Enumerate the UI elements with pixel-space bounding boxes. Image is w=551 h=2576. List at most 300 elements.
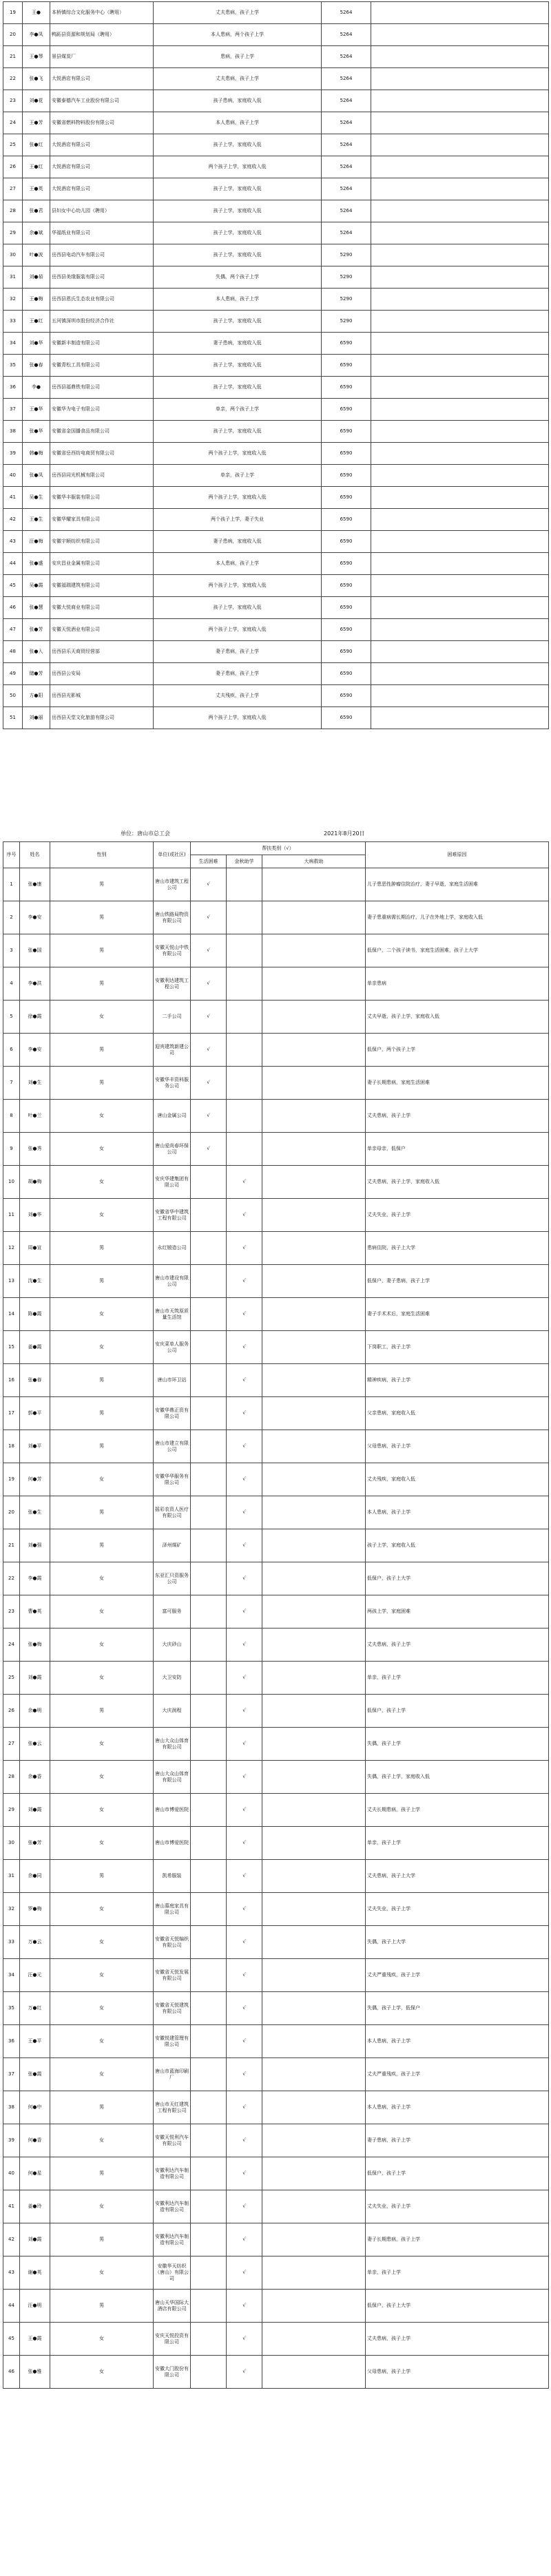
row-number: 28 xyxy=(3,1761,20,1794)
row-situation: 丈夫患病，孩子上学 xyxy=(366,2323,549,2356)
row-situation: 低保户，孩子上学 xyxy=(366,1695,549,1728)
row-situation: 丈夫患病，孩子上学 xyxy=(366,1629,549,1662)
row-gender: 男 xyxy=(50,901,154,934)
row-check-family xyxy=(262,2256,366,2290)
row-unit: 安徽泰德汽车工业股份有限公司 xyxy=(50,90,154,112)
row-name: 王●平 xyxy=(20,2025,50,2058)
row-number: 41 xyxy=(3,487,23,509)
row-check-family xyxy=(262,1496,366,1529)
row-check-family xyxy=(262,1166,366,1199)
row-unit: 安徽利达汽车制造有限公司 xyxy=(154,2190,191,2223)
row-name: 张●慧 xyxy=(23,597,50,619)
row-situation: 妻子长期患病，家庭生活困难 xyxy=(366,1067,549,1100)
row-name: 何●芳 xyxy=(20,1463,50,1496)
row-amount: 6590 xyxy=(322,399,371,421)
row-number: 39 xyxy=(3,443,23,465)
row-check-family xyxy=(262,1067,366,1100)
row-unit: 安徽利达汽车制造有限公司 xyxy=(154,2223,191,2256)
row-gender: 男 xyxy=(50,1034,154,1067)
row-situation: 妻子手术术后，家庭生活困难 xyxy=(366,1298,549,1331)
row-unit: 安徽天悦酒业有限公司 xyxy=(50,619,154,641)
row-unit: 安徽华天纺织（唐山）有限公司 xyxy=(154,2256,191,2290)
row-situation: 丈夫严重残疾，孩子上学 xyxy=(366,1959,549,1992)
row-number: 36 xyxy=(3,2025,20,2058)
table-row xyxy=(3,1595,549,1629)
row-amount: 5264 xyxy=(322,46,371,68)
row-check-special xyxy=(191,1331,227,1364)
table-row xyxy=(3,2058,549,2091)
row-check-family xyxy=(262,2223,366,2256)
table-row xyxy=(3,1034,549,1067)
row-unit: 唐山大众山体育有限公司 xyxy=(154,1728,191,1761)
row-check-special xyxy=(191,2124,227,2157)
row-name: 王●英 xyxy=(23,178,50,200)
row-name: 刘●茹 xyxy=(23,266,50,289)
row-situation: 低保户，孩子上学 xyxy=(366,2157,549,2190)
row-unit: 唐山天华国际大酒店有限公司 xyxy=(154,2290,191,2323)
row-number: 29 xyxy=(3,222,23,244)
row-remark xyxy=(371,399,549,421)
row-number: 44 xyxy=(3,2290,20,2323)
row-gender: 女 xyxy=(50,1728,154,1761)
row-number: 22 xyxy=(3,1562,20,1595)
row-number: 35 xyxy=(3,1992,20,2025)
row-gender: 男 xyxy=(50,1496,154,1529)
row-situation: 失偶，孩子上学 xyxy=(366,1728,549,1761)
row-situation: 丈夫患病，孩子上大学 xyxy=(366,1860,549,1893)
row-number: 27 xyxy=(3,1728,20,1761)
row-check-support: √ xyxy=(227,2157,262,2190)
row-amount: 5264 xyxy=(322,90,371,112)
row-situation: 患病，孩子上学 xyxy=(154,46,322,68)
table-row xyxy=(3,1199,549,1232)
table-header-row xyxy=(3,842,549,855)
row-number: 19 xyxy=(3,1463,20,1496)
row-name: 张●云 xyxy=(20,1728,50,1761)
row-situation: 单亲患病 xyxy=(366,967,549,1001)
row-check-family xyxy=(262,1034,366,1067)
table-row xyxy=(3,597,549,619)
row-name: 余●明 xyxy=(20,1695,50,1728)
table-row xyxy=(3,619,549,641)
row-check-special xyxy=(191,1629,227,1662)
row-check-family xyxy=(262,2190,366,2223)
row-name: 陈●霞 xyxy=(20,1298,50,1331)
row-unit: 景县煤炭厂 xyxy=(50,46,154,68)
row-unit: 安徽省华中建筑工程有限公司 xyxy=(154,1199,191,1232)
row-number: 34 xyxy=(3,333,23,355)
row-name: 徐●霞 xyxy=(20,1001,50,1034)
row-unit: 县妇女中心幼儿园（聘用） xyxy=(50,200,154,222)
row-remark xyxy=(371,575,549,597)
row-check-family xyxy=(262,1860,366,1893)
row-unit: 唐山大众山体育有限公司 xyxy=(154,1761,191,1794)
row-gender: 女 xyxy=(50,1662,154,1695)
row-number: 22 xyxy=(3,68,23,90)
row-check-special xyxy=(191,1430,227,1463)
row-unit: 岳西县恩氏生态农业有限公司 xyxy=(50,289,154,311)
row-gender: 男 xyxy=(50,2157,154,2190)
row-check-special xyxy=(191,2091,227,2124)
row-name: 李●洪 xyxy=(20,967,50,1001)
row-number: 7 xyxy=(3,1067,20,1100)
row-amount: 6590 xyxy=(322,487,371,509)
row-check-family xyxy=(262,1265,366,1298)
row-gender: 男 xyxy=(50,1067,154,1100)
row-name: 刘●霞 xyxy=(20,1662,50,1695)
row-number: 20 xyxy=(3,1496,20,1529)
row-number: 47 xyxy=(3,619,23,641)
row-check-special xyxy=(191,1926,227,1959)
row-check-family xyxy=(262,1529,366,1562)
row-situation: 失偶，孩子上学，低保户 xyxy=(366,1992,549,2025)
row-name: 刘●花 xyxy=(23,90,50,112)
row-situation: 单亲，孩子上学 xyxy=(154,465,322,487)
row-remark xyxy=(371,90,549,112)
row-check-support: √ xyxy=(227,1629,262,1662)
row-remark xyxy=(371,244,549,266)
row-check-special xyxy=(191,1166,227,1199)
row-check-special xyxy=(191,2058,227,2091)
row-amount: 5290 xyxy=(322,311,371,333)
header-name: 姓名 xyxy=(20,842,50,868)
row-unit: 唐山市天红建筑工程有限公司 xyxy=(154,2091,191,2124)
table-row xyxy=(3,901,549,934)
row-name: 张●雅 xyxy=(20,2356,50,2389)
row-number: 11 xyxy=(3,1199,20,1232)
row-check-support xyxy=(227,1034,262,1067)
row-situation: 孩子上学，家庭收入低 xyxy=(154,421,322,443)
row-name: 王●芳 xyxy=(23,112,50,134)
table-row xyxy=(3,1992,549,2025)
row-gender: 女 xyxy=(50,2025,154,2058)
row-number: 2 xyxy=(3,901,20,934)
row-situation: 两个孩子上学，家庭收入低 xyxy=(154,156,322,178)
row-check-family xyxy=(262,1761,366,1794)
row-remark xyxy=(371,465,549,487)
table-row xyxy=(3,1562,549,1595)
row-gender: 女 xyxy=(50,2124,154,2157)
row-name: 余●同 xyxy=(20,1860,50,1893)
row-name: 张●秀 xyxy=(20,1133,50,1166)
table-row xyxy=(3,1827,549,1860)
header-unit: 单位(或社区) xyxy=(154,842,191,868)
row-situation: 失偶，孩子上大学 xyxy=(366,1926,549,1959)
row-situation: 孩子上学，家庭收入低 xyxy=(154,377,322,399)
table-row xyxy=(3,1001,549,1034)
row-check-support: √ xyxy=(227,2256,262,2290)
row-number: 35 xyxy=(3,355,23,377)
table-row xyxy=(3,1067,549,1100)
row-gender: 女 xyxy=(50,1199,154,1232)
row-gender: 女 xyxy=(50,1893,154,1926)
row-name: 汪●梅 xyxy=(23,531,50,553)
table-row xyxy=(3,2025,549,2058)
row-situation: 孩子上学，家庭收入低 xyxy=(154,134,322,156)
row-number: 10 xyxy=(3,1166,20,1199)
row-check-special xyxy=(191,1959,227,1992)
row-check-support: √ xyxy=(227,1331,262,1364)
row-unit: 唐山市建立有限公司 xyxy=(154,1430,191,1463)
row-situation: 低保户，孩子上大学 xyxy=(366,1562,549,1595)
row-check-support xyxy=(227,901,262,934)
row-number: 26 xyxy=(3,1695,20,1728)
row-check-support: √ xyxy=(227,2025,262,2058)
row-gender: 女 xyxy=(50,1562,154,1595)
row-check-support: √ xyxy=(227,1992,262,2025)
row-check-family xyxy=(262,1232,366,1265)
row-name: 刘●强 xyxy=(20,1529,50,1562)
row-check-support: √ xyxy=(227,1595,262,1629)
row-name: 何●星 xyxy=(20,2157,50,2190)
row-situation: 妻子患病，家庭收入低 xyxy=(154,531,322,553)
row-name: 刘●丽 xyxy=(23,707,50,729)
row-number: 46 xyxy=(3,597,23,619)
row-situation: 妻子患病，家庭收入低 xyxy=(154,333,322,355)
table-row xyxy=(3,1860,549,1893)
row-gender: 女 xyxy=(50,2256,154,2290)
row-check-special xyxy=(191,2157,227,2190)
row-situation: 低保户，二个孩子读书，家庭生活困难，孩子上大学 xyxy=(366,934,549,967)
table-row xyxy=(3,1100,549,1133)
row-unit: 岳西县公安局 xyxy=(50,663,154,685)
row-check-support xyxy=(227,1133,262,1166)
table-row xyxy=(3,967,549,1001)
table-row xyxy=(3,531,549,553)
table-row xyxy=(3,1893,549,1926)
row-check-support: √ xyxy=(227,1430,262,1463)
row-unit: 安徽大悦商业有限公司 xyxy=(50,597,154,619)
row-check-support xyxy=(227,967,262,1001)
row-number: 39 xyxy=(3,2124,20,2157)
row-amount: 6590 xyxy=(322,509,371,531)
row-name: 郭●平 xyxy=(20,1397,50,1430)
row-check-support: √ xyxy=(227,1463,262,1496)
row-amount: 6590 xyxy=(322,707,371,729)
row-check-family xyxy=(262,1100,366,1133)
row-situation: 孩子上学，家庭收入低 xyxy=(154,244,322,266)
table-row xyxy=(3,421,549,443)
table-row xyxy=(3,641,549,663)
row-check-special xyxy=(191,1595,227,1629)
row-remark xyxy=(371,443,549,465)
table-row xyxy=(3,68,549,90)
row-remark xyxy=(371,553,549,575)
row-check-special xyxy=(191,1893,227,1926)
row-number: 38 xyxy=(3,2091,20,2124)
table-row xyxy=(3,2124,549,2157)
row-check-family xyxy=(262,1331,366,1364)
row-unit: 唐山爱尚春环保公司 xyxy=(154,1133,191,1166)
row-number: 24 xyxy=(3,1629,20,1662)
row-situation: 精神疾病，孩子上学 xyxy=(366,1364,549,1397)
row-number: 1 xyxy=(3,868,20,901)
row-number: 34 xyxy=(3,1959,20,1992)
table-row xyxy=(3,90,549,112)
table-row xyxy=(3,399,549,421)
table-row xyxy=(3,1331,549,1364)
row-name: 张●生 xyxy=(20,1496,50,1529)
row-check-family xyxy=(262,1959,366,1992)
row-check-support: √ xyxy=(227,1364,262,1397)
row-check-family xyxy=(262,1595,366,1629)
row-unit: 岳西县福鼎铁有限公司 xyxy=(50,377,154,399)
row-gender: 女 xyxy=(50,1100,154,1133)
row-check-support xyxy=(227,868,262,901)
row-amount: 5264 xyxy=(322,178,371,200)
row-remark xyxy=(371,266,549,289)
row-situation: 父母患病，孩子上学 xyxy=(366,2356,549,2389)
row-amount: 6590 xyxy=(322,641,371,663)
row-number: 25 xyxy=(3,1662,20,1695)
row-situation: 丈夫早逝，孩子上学，家庭收入低 xyxy=(366,1001,549,1034)
row-name: 王● xyxy=(23,2,50,24)
row-check-special: √ xyxy=(191,868,227,901)
row-remark xyxy=(371,112,549,134)
row-situation: 本人患病，孩子上学 xyxy=(366,2025,549,2058)
row-amount: 5264 xyxy=(322,156,371,178)
row-remark xyxy=(371,421,549,443)
row-check-support: √ xyxy=(227,2124,262,2157)
row-situation: 孩子患病，家庭收入低 xyxy=(154,90,322,112)
row-situation: 丈夫失业，孩子上学 xyxy=(366,2190,549,2223)
row-check-special xyxy=(191,1992,227,2025)
row-number: 9 xyxy=(3,1133,20,1166)
row-number: 50 xyxy=(3,685,23,707)
row-number: 8 xyxy=(3,1100,20,1133)
row-number: 33 xyxy=(3,311,23,333)
row-remark xyxy=(371,509,549,531)
row-gender: 女 xyxy=(50,1133,154,1166)
row-gender: 男 xyxy=(50,1232,154,1265)
row-unit: 安徽天悦利汽车有限公司 xyxy=(154,2124,191,2157)
row-remark xyxy=(371,531,549,553)
row-check-special: √ xyxy=(191,1133,227,1166)
row-check-support: √ xyxy=(227,1926,262,1959)
row-name: 曹●英 xyxy=(20,1595,50,1629)
row-check-support: √ xyxy=(227,1562,262,1595)
row-unit: 唐山金属公司 xyxy=(154,1100,191,1133)
row-name: 何●香 xyxy=(20,2124,50,2157)
row-amount: 6590 xyxy=(322,421,371,443)
row-name: 张●霞 xyxy=(20,2058,50,2091)
row-name: 张●君 xyxy=(23,200,50,222)
row-unit: 大悦酒店有限公司 xyxy=(50,134,154,156)
row-amount: 5290 xyxy=(322,244,371,266)
table-row xyxy=(3,2223,549,2256)
row-unit: 安徽华为电子有限公司 xyxy=(50,399,154,421)
row-unit: 二手公司 xyxy=(154,1001,191,1034)
row-situation: 妻子患病，孩子上学 xyxy=(154,641,322,663)
row-unit: 岳西县乐天商贸经营部 xyxy=(50,641,154,663)
row-name: 余●香 xyxy=(20,1761,50,1794)
row-situation: 儿子患恶性肿瘤住院治疗，妻子早逝，家庭生活困难 xyxy=(366,868,549,901)
row-name: 叶●兰 xyxy=(20,1100,50,1133)
row-check-special: √ xyxy=(191,1067,227,1100)
table-row xyxy=(3,663,549,685)
row-check-support: √ xyxy=(227,1695,262,1728)
row-unit: 安徽华华服务有限公司 xyxy=(154,1463,191,1496)
row-unit: 安徽悦建管理有限公司 xyxy=(154,2025,191,2058)
table-row xyxy=(3,2,549,24)
row-number: 45 xyxy=(3,575,23,597)
row-remark xyxy=(371,333,549,355)
row-check-special xyxy=(191,1761,227,1794)
row-amount: 6590 xyxy=(322,377,371,399)
row-situation: 孩子上学，家庭收入低 xyxy=(154,200,322,222)
row-unit: 安庆天悦投资有限公司 xyxy=(154,2323,191,2356)
table-one xyxy=(3,1,549,729)
row-check-support: √ xyxy=(227,2190,262,2223)
table-row xyxy=(3,2290,549,2323)
row-unit: 安徽福瑞建筑有限公司 xyxy=(50,575,154,597)
table-row xyxy=(3,1926,549,1959)
row-unit: 安庆昌业金属有限公司 xyxy=(50,553,154,575)
row-situation: 丈夫失业，孩子上学 xyxy=(366,1893,549,1926)
row-unit: 鸭跖县资源和规划局（聘用） xyxy=(50,24,154,46)
row-gender: 女 xyxy=(50,2190,154,2223)
row-number: 32 xyxy=(3,289,23,311)
row-name: 韩●梅 xyxy=(23,443,50,465)
row-situation: 本人患病，孩子上学 xyxy=(366,1496,549,1529)
row-name: 张●春 xyxy=(20,1364,50,1397)
row-check-family xyxy=(262,1430,366,1463)
row-gender: 男 xyxy=(50,1695,154,1728)
row-check-special xyxy=(191,1728,227,1761)
table-row xyxy=(3,553,549,575)
row-name: 姜●霞 xyxy=(20,1331,50,1364)
row-situation: 单亲，孩子上学 xyxy=(366,2256,549,2290)
row-number: 37 xyxy=(3,2058,20,2091)
row-number: 40 xyxy=(3,2157,20,2190)
row-situation: 单亲母亲，低保户 xyxy=(366,1133,549,1166)
table-row xyxy=(3,355,549,377)
row-gender: 女 xyxy=(50,1992,154,2025)
table-row xyxy=(3,1232,549,1265)
row-unit: 富可服务 xyxy=(154,1595,191,1629)
row-check-special xyxy=(191,1397,227,1430)
row-check-support: √ xyxy=(227,1827,262,1860)
row-check-family xyxy=(262,2290,366,2323)
row-check-special xyxy=(191,1298,227,1331)
header-category: 帮扶类别（√） xyxy=(191,842,366,855)
row-number: 24 xyxy=(3,112,23,134)
row-check-family xyxy=(262,1463,366,1496)
row-check-support: √ xyxy=(227,2290,262,2323)
row-check-family xyxy=(262,1629,366,1662)
row-check-special xyxy=(191,1827,227,1860)
row-name: 张●国 xyxy=(20,934,50,967)
row-gender: 男 xyxy=(50,1860,154,1893)
row-name: 余●斌 xyxy=(23,222,50,244)
row-number: 27 xyxy=(3,178,23,200)
row-name: 李● xyxy=(23,377,50,399)
row-amount: 6590 xyxy=(322,333,371,355)
row-number: 48 xyxy=(3,641,23,663)
row-situation: 孩子上学，家庭收入低 xyxy=(154,597,322,619)
table-row xyxy=(3,1761,549,1794)
table-row xyxy=(3,311,549,333)
row-gender: 女 xyxy=(50,1463,154,1496)
row-check-support: √ xyxy=(227,1166,262,1199)
row-name: 胡●梅 xyxy=(20,1166,50,1199)
row-check-special xyxy=(191,1695,227,1728)
row-check-special xyxy=(191,2025,227,2058)
row-unit: 大悦酒店有限公司 xyxy=(50,156,154,178)
row-check-family xyxy=(262,1926,366,1959)
table-row xyxy=(3,1133,549,1166)
row-name: 王●霞 xyxy=(20,2323,50,2356)
